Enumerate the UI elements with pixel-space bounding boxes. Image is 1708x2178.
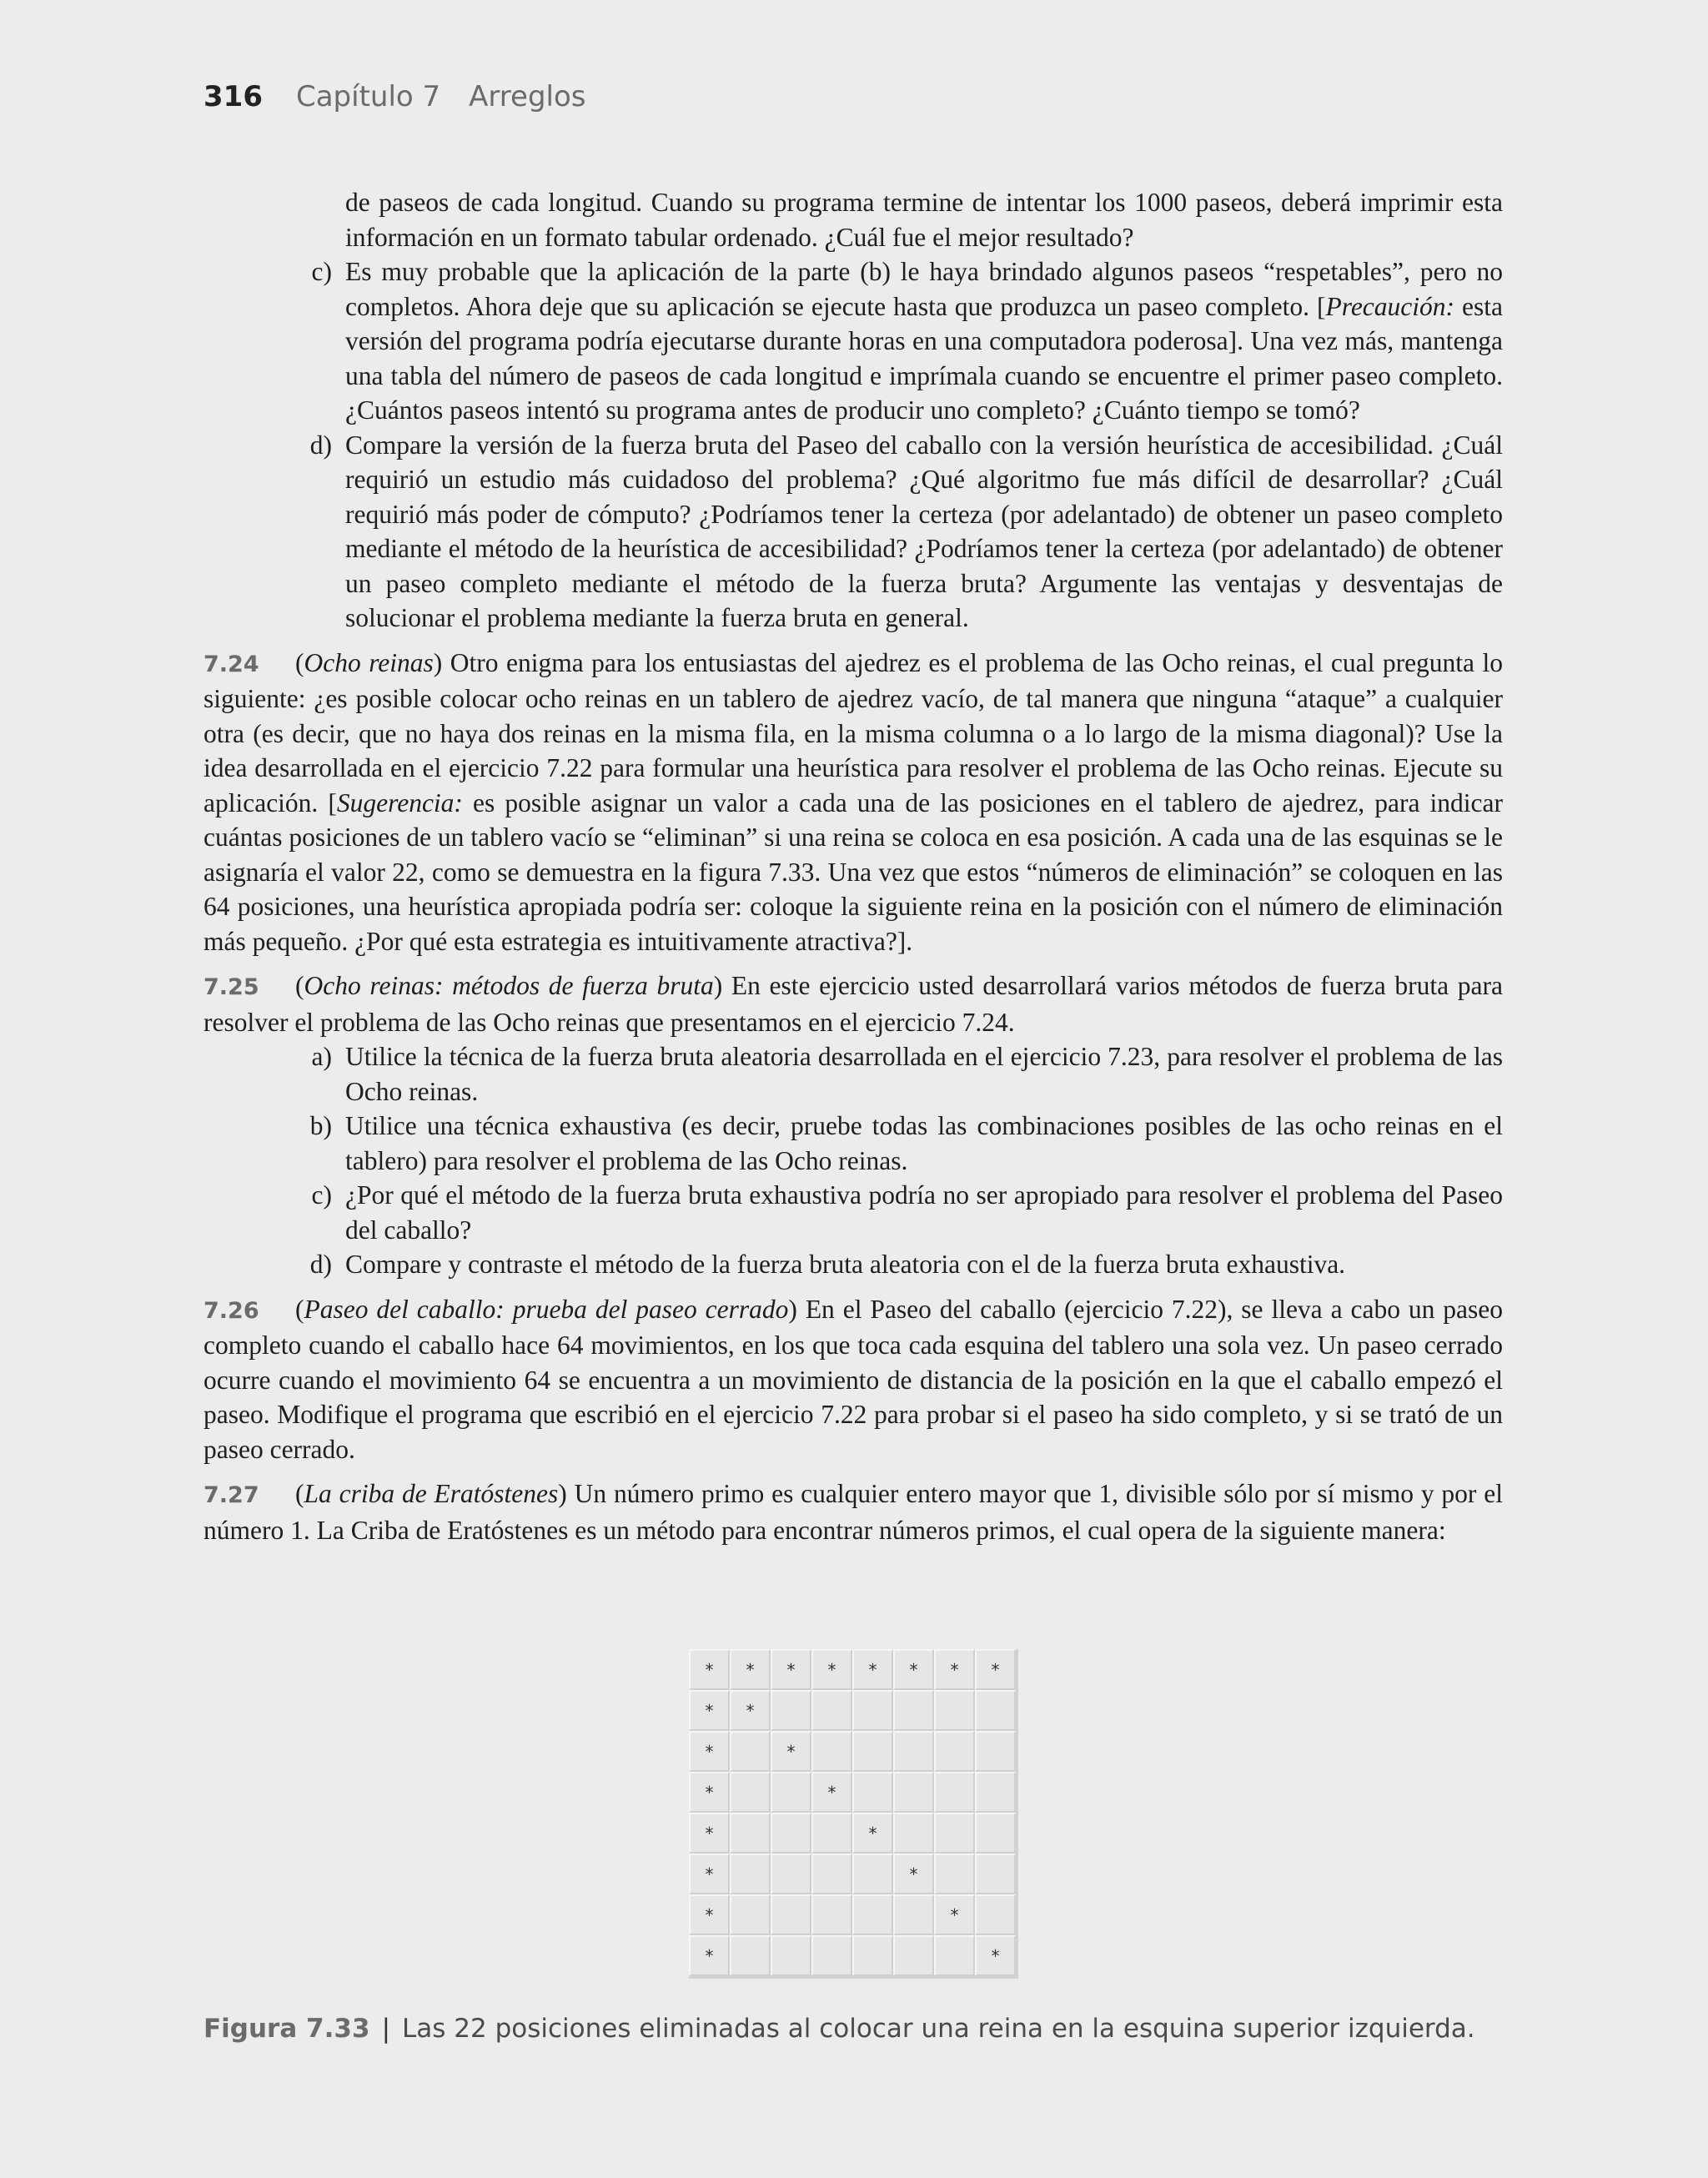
board-cell	[811, 1690, 852, 1731]
exercise-text: ) En este ejercicio usted desarrollará varios métodos de fuerza bruta para resolver el problema de las Ocho reinas que presentamos en el ejercicio 7.24.	[203, 971, 1503, 1037]
exercise-title: La criba de Eratóstenes	[304, 1479, 559, 1508]
list-item	[289, 1247, 1503, 1282]
chapter-title: Arreglos	[469, 80, 586, 113]
exercise-title: Paseo del caballo: prueba del paseo cerrado	[304, 1294, 789, 1324]
item-label: c)	[311, 257, 332, 286]
eliminated-cell: *	[975, 1935, 1016, 1976]
board-cell	[934, 1772, 975, 1813]
exercise-text: ) Un número primo es cualquier entero mayor que 1, divisible sólo por sí mismo y por el número 1. La Criba de Eratóstenes es un método para encontrar números primos, el cual opera de la siguiente manera:	[203, 1479, 1504, 1545]
eliminated-cell: *	[730, 1649, 771, 1690]
board-cell	[975, 1731, 1016, 1772]
board-cell	[852, 1772, 893, 1813]
board-cell	[893, 1772, 934, 1813]
list-item	[289, 1109, 1503, 1178]
eliminated-cell: *	[893, 1854, 934, 1894]
eliminated-cell: *	[934, 1649, 975, 1690]
exercise-7-25	[203, 968, 1503, 1039]
board-cell	[730, 1772, 771, 1813]
figure-caption	[203, 2014, 1475, 2044]
item-text-part: Es muy probable que la aplicación de la parte (b) le haya brindado algunos paseos “respetables”, pero no completos. Ahora deje que su aplicación se ejecute hasta que produzca un paseo completo. [	[345, 257, 1503, 321]
eliminated-cell: *	[975, 1649, 1016, 1690]
list-item	[289, 1039, 1503, 1109]
item-label: d)	[309, 430, 332, 460]
eliminated-cell: *	[852, 1649, 893, 1690]
eliminated-cell: *	[689, 1935, 730, 1976]
continuation-item	[289, 185, 1503, 254]
continuation-text: de paseos de cada longitud. Cuando su programa termine de intentar los 1000 paseos, deberá imprimir esta información en un formato tabular ordenado. ¿Cuál fue el mejor resultado?	[345, 188, 1503, 252]
eliminated-cell: *	[689, 1731, 730, 1772]
eliminated-cell: *	[689, 1894, 730, 1935]
list-item	[289, 428, 1503, 636]
eliminated-cell: *	[689, 1772, 730, 1813]
eliminated-cell: *	[893, 1649, 934, 1690]
board-cell	[893, 1690, 934, 1731]
list-item	[289, 1178, 1503, 1247]
chapter-label: Capítulo 7	[295, 80, 441, 113]
item-text-part: esta versión del programa podría ejecutarse durante horas en una computadora poderosa]. Una vez más, mantenga una tabla del número de paseos de cada longitud e imprímala cuando se encuentre el primer paseo completo. ¿Cuántos paseos intentó su programa antes de producir uno completo? ¿Cuánto tiempo se tomó?	[345, 291, 1503, 425]
page-number: 316	[203, 80, 263, 113]
board-cell	[730, 1894, 771, 1935]
board-cell	[730, 1854, 771, 1894]
item-text: Utilice la técnica de la fuerza bruta aleatoria desarrollada en el ejercicio 7.23, para resolver el problema de las Ocho reinas.	[345, 1042, 1503, 1106]
paren: (	[295, 971, 304, 1000]
board-cell	[852, 1935, 893, 1976]
eliminated-cell: *	[934, 1894, 975, 1935]
exercise-text: es posible asignar un valor a cada una de las posiciones en el tablero de ajedrez, para indicar cuántas posiciones de un tablero vacío se “eliminan” si una reina se coloca en esa posición. A cada una de las esquinas se le asignaría el valor 22, como se demuestra en la figura 7.33. Una vez que estos “números de eliminación” se coloquen en las 64 posiciones, una heurística apropiada podría ser: coloque la siguiente reina en la posición con el número de eliminación más pequeño. ¿Por qué esta estrategia es intuitivamente atractiva?].	[203, 787, 1503, 956]
board-cell	[811, 1854, 852, 1894]
eliminated-cell: *	[811, 1649, 852, 1690]
board-cell	[852, 1854, 893, 1894]
figure-7-33	[689, 1649, 1018, 1979]
eliminated-cell: *	[689, 1854, 730, 1894]
board-cell	[934, 1935, 975, 1976]
board-cell	[771, 1772, 811, 1813]
item-label: b)	[309, 1111, 332, 1140]
board-cell	[730, 1731, 771, 1772]
eliminated-cell: *	[689, 1649, 730, 1690]
paren: (	[295, 1294, 304, 1324]
exercise-number: 7.27	[203, 1482, 259, 1508]
board-cell	[811, 1894, 852, 1935]
exercise-number: 7.26	[203, 1297, 259, 1324]
item-text: Compare y contraste el método de la fuerza bruta aleatoria con el de la fuerza bruta exhaustiva.	[345, 1250, 1346, 1279]
board-cell	[893, 1813, 934, 1854]
exercise-title: Ocho reinas	[304, 647, 434, 677]
item-text: Compare la versión de la fuerza bruta del Paseo del caballo con la versión heurística de accesibilidad. ¿Cuál requirió un estudio más cuidadoso del problema? ¿Qué algoritmo fue más difícil de desarrollar? ¿Cuál requirió más poder de cómputo? ¿Podríamos tener la certeza (por adelantado) de obtener un paseo completo mediante el método de la heurística de accesibilidad? ¿Podríamos tener la certeza (por adelantado) de obtener un paseo completo mediante el método de la fuerza bruta? Argumente las ventajas y desventajas de solucionar el problema mediante la fuerza bruta en general.	[345, 430, 1503, 632]
running-header	[203, 80, 586, 113]
board-cell	[730, 1935, 771, 1976]
hint-label: Sugerencia:	[336, 787, 463, 817]
exercise-7-27	[203, 1476, 1503, 1547]
caption-text: Las 22 posiciones eliminadas al colocar una reina en la esquina superior izquierda.	[402, 2014, 1475, 2044]
eliminated-cell: *	[689, 1690, 730, 1731]
board-cell	[975, 1894, 1016, 1935]
board-cell	[852, 1690, 893, 1731]
board-cell	[852, 1894, 893, 1935]
item-text	[345, 254, 1503, 428]
exercise-7-26	[203, 1292, 1503, 1467]
caution-label: Precaución:	[1325, 291, 1455, 321]
board-cell	[730, 1813, 771, 1854]
board-cell	[811, 1935, 852, 1976]
board-cell	[975, 1813, 1016, 1854]
caption-separator: |	[381, 2014, 391, 2044]
eliminated-cell: *	[730, 1690, 771, 1731]
board-cell	[811, 1731, 852, 1772]
item-label: a)	[311, 1042, 332, 1071]
board-cell	[852, 1731, 893, 1772]
eliminated-cell: *	[771, 1731, 811, 1772]
item-text: ¿Por qué el método de la fuerza bruta exhaustiva podría no ser apropiado para resolver el problema del Paseo del caballo?	[345, 1180, 1503, 1245]
paren: (	[295, 647, 304, 677]
exercise-7-24	[203, 646, 1503, 959]
figure-label: Figura 7.33	[203, 2014, 370, 2044]
board-cell	[975, 1772, 1016, 1813]
list-item	[289, 254, 1503, 428]
paren: (	[295, 1479, 304, 1508]
board-cell	[934, 1690, 975, 1731]
item-text: Utilice una técnica exhaustiva (es decir, pruebe todas las combinaciones posibles de las ocho reinas en el tablero) para resolver el problema de las Ocho reinas.	[345, 1111, 1503, 1175]
exercise-number: 7.25	[203, 974, 259, 1000]
board-cell	[893, 1731, 934, 1772]
body-text	[203, 185, 1503, 1547]
board-cell	[934, 1813, 975, 1854]
item-label: c)	[311, 1180, 332, 1210]
eliminated-cell: *	[811, 1772, 852, 1813]
item-label: d)	[309, 1250, 332, 1279]
board-cell	[771, 1813, 811, 1854]
board-cell	[975, 1854, 1016, 1894]
board-cell	[893, 1935, 934, 1976]
board-cell	[893, 1894, 934, 1935]
eliminated-cell: *	[852, 1813, 893, 1854]
board-cell	[771, 1854, 811, 1894]
exercise-title: Ocho reinas: métodos de fuerza bruta	[304, 971, 714, 1000]
board-cell	[771, 1690, 811, 1731]
board-cell	[934, 1854, 975, 1894]
board-cell	[771, 1894, 811, 1935]
board-cell	[934, 1731, 975, 1772]
exercise-text: ) En el Paseo del caballo (ejercicio 7.22), se lleva a cabo un paseo completo cuando el caballo hace 64 movimientos, en los que toca cada esquina del tablero una sola vez. Un paseo cerrado ocurre cuando el movimiento 64 se encuentra a un movimiento de distancia de la posición en la que el caballo empezó el paseo. Modifique el programa que escribió en el ejercicio 7.22 para probar si el paseo ha sido completo, y si se trató de un paseo cerrado.	[203, 1294, 1504, 1464]
board-cell	[975, 1690, 1016, 1731]
eliminated-cell: *	[771, 1649, 811, 1690]
chessboard-grid	[689, 1649, 1018, 1979]
board-cell	[771, 1935, 811, 1976]
exercise-number: 7.24	[203, 651, 259, 677]
eliminated-cell: *	[689, 1813, 730, 1854]
exercise-text: ) Otro enigma para los entusiastas del ajedrez es el problema de las Ocho reinas, el cual pregunta lo siguiente: ¿es posible colocar ocho reinas en un tablero de ajedrez vacío, de tal manera que ninguna “ataque” a cualquier otra (es decir, que no haya dos reinas en la misma fila, en la misma columna o a lo largo de la misma diagonal)? Use la idea desarrollada en el ejercicio 7.22 para formular una heurística para resolver el problema de las Ocho reinas. Ejecute su aplicación. [	[203, 647, 1504, 817]
board-cell	[811, 1813, 852, 1854]
